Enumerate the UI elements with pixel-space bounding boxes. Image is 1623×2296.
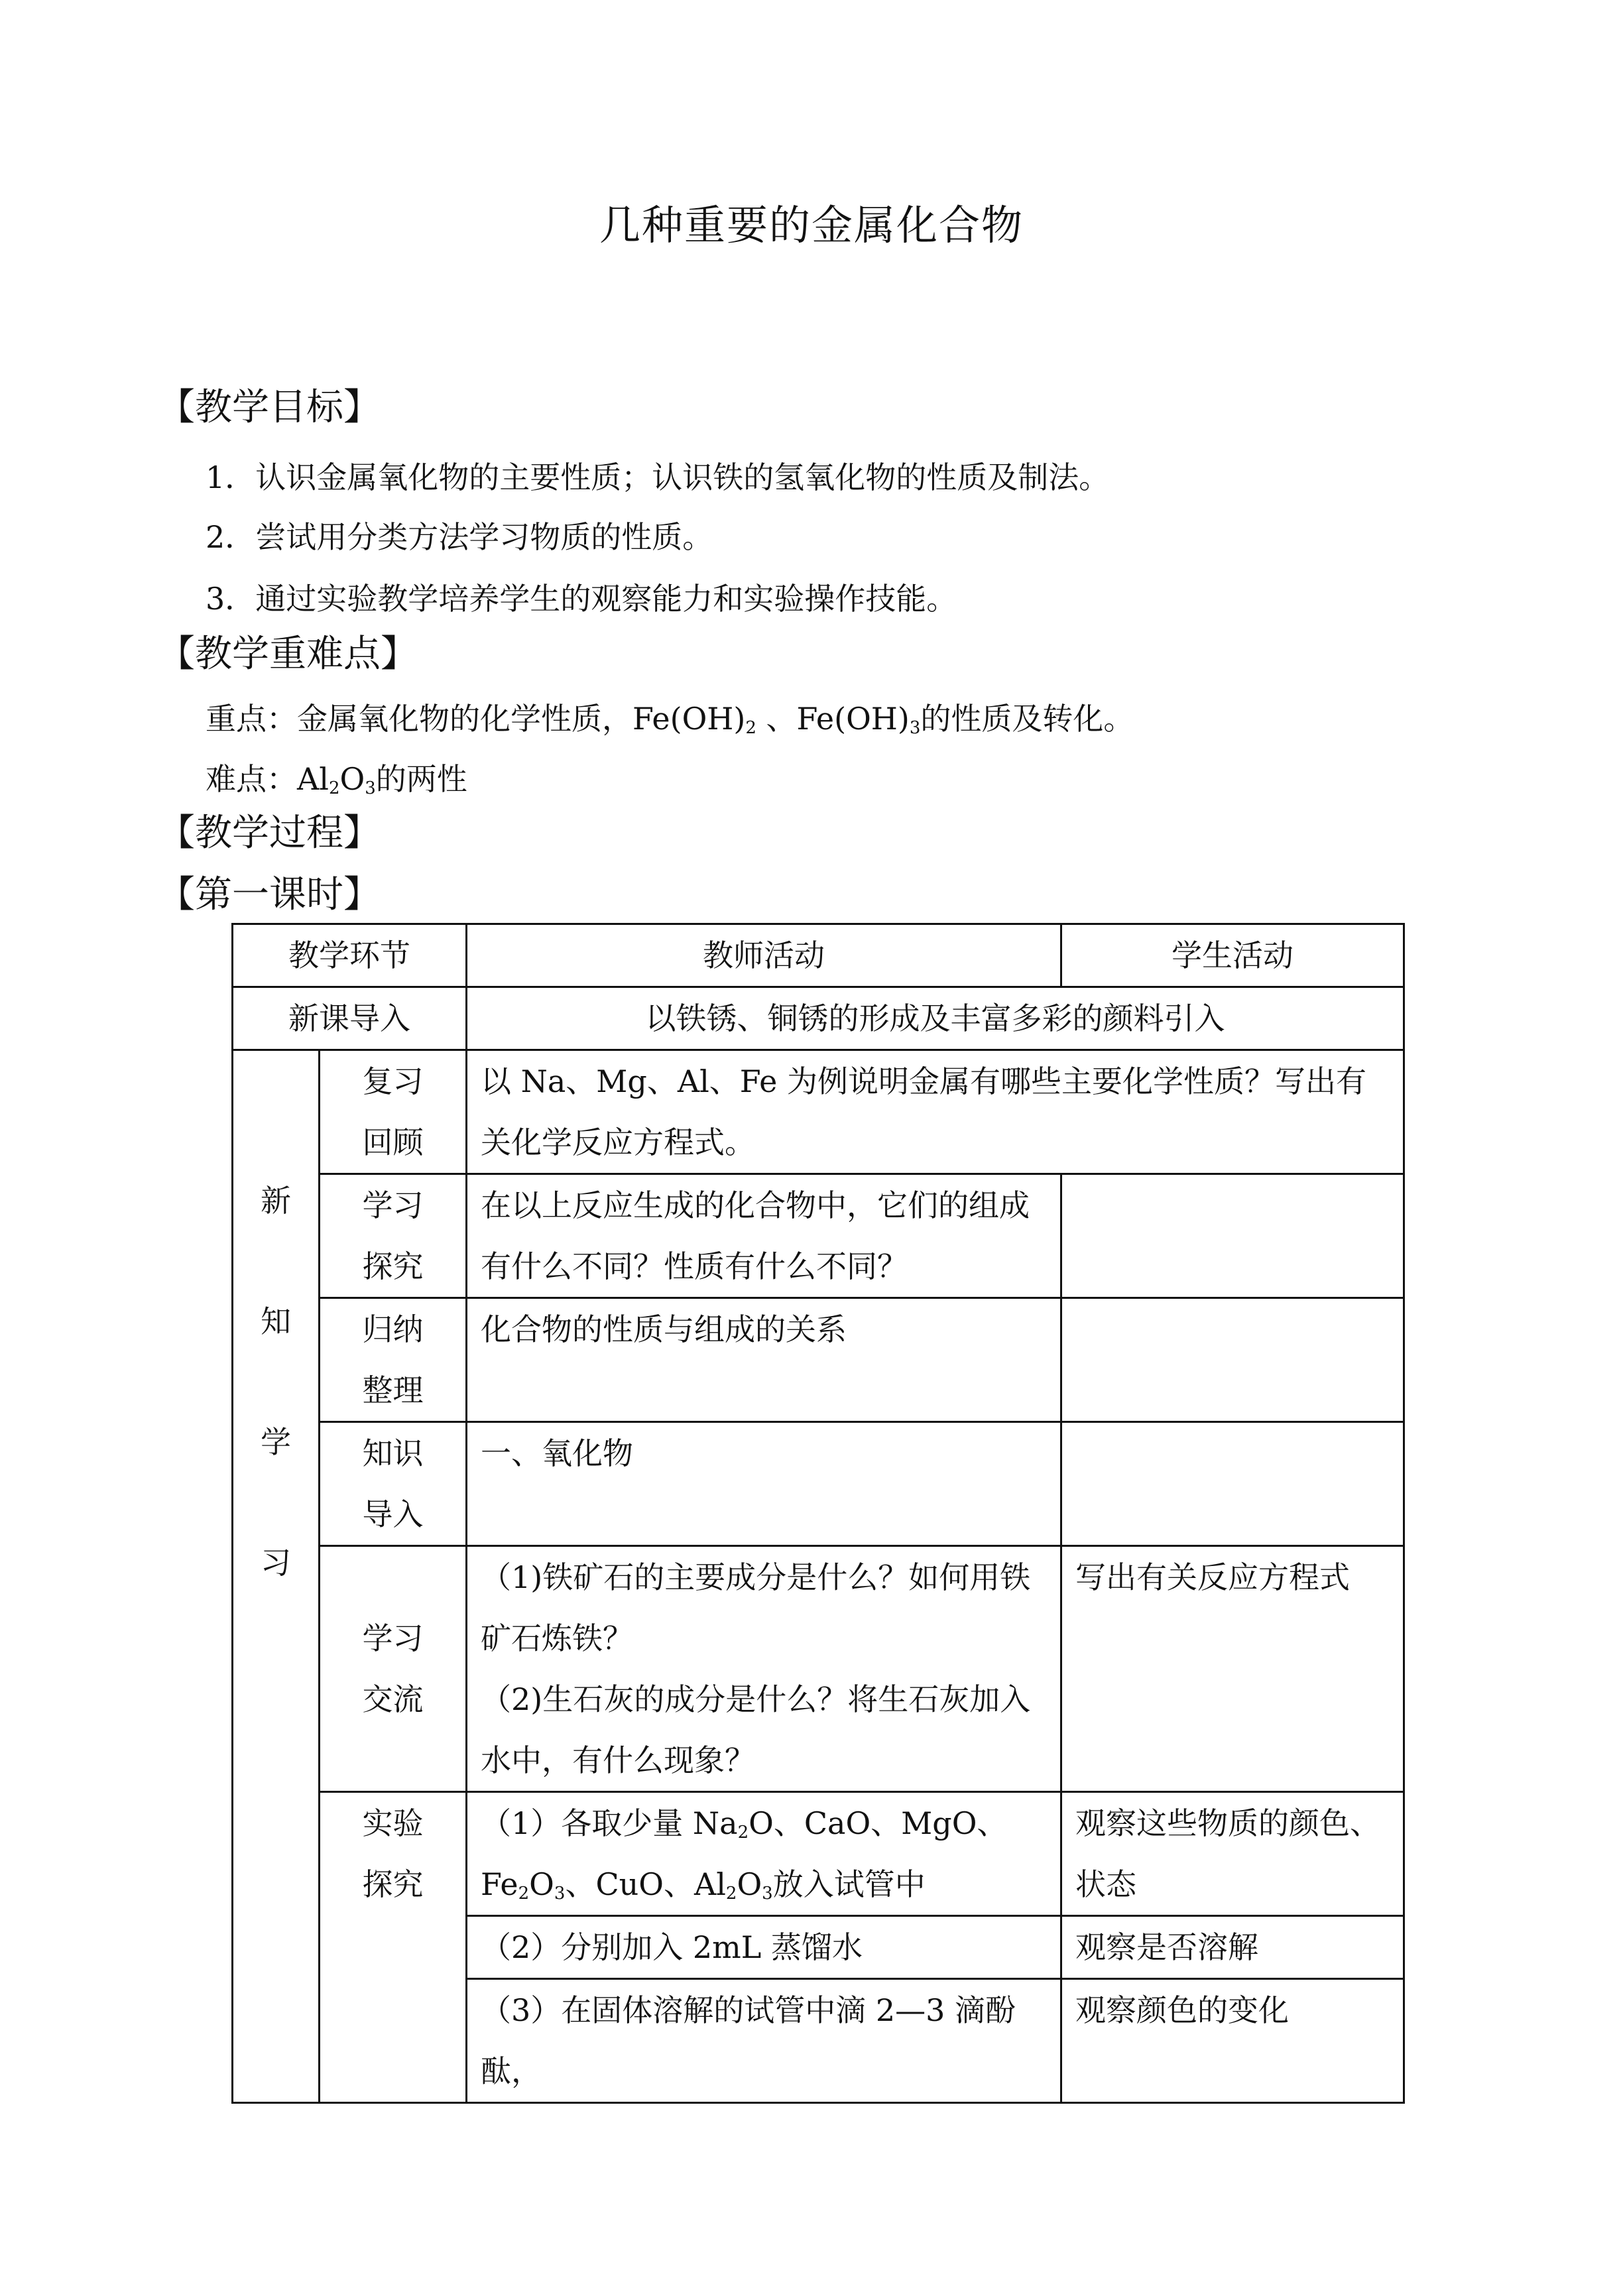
- difficulty-text: Al: [297, 761, 329, 797]
- student-cell: [1061, 1422, 1404, 1546]
- student-cell: [1061, 1174, 1404, 1298]
- keypoints-heading: 【教学重难点】: [158, 633, 418, 676]
- stage-line: 归纳: [362, 1311, 424, 1347]
- student-cell: 写出有关反应方程式: [1061, 1546, 1404, 1792]
- table-row: [233, 1546, 1404, 1792]
- step-text: 放入试管中: [772, 1866, 926, 1902]
- stage-line: 导入: [362, 1496, 424, 1532]
- stage-cell: [320, 1298, 467, 1422]
- student-cell: 观察颜色的变化: [1061, 1979, 1404, 2103]
- teacher-cell: [467, 1792, 1061, 1916]
- stage-line: 整理: [362, 1372, 424, 1408]
- header-student: 学生活动: [1061, 924, 1404, 987]
- table-row: [233, 1422, 1404, 1546]
- stage-line: 探究: [362, 1866, 424, 1902]
- stage-line: 知识: [362, 1435, 424, 1471]
- stage-cell: [320, 1050, 467, 1174]
- stage-line: 学习: [362, 1620, 424, 1656]
- objective-item: 2．尝试用分类方法学习物质的性质。: [206, 519, 713, 555]
- stage-line: 学习: [362, 1187, 424, 1223]
- objective-item: 1．认识金属氧化物的主要性质；认识铁的氢氧化物的性质及制法。: [206, 459, 1110, 495]
- objective-item: 3．通过实验教学培养学生的观察能力和实验操作技能。: [206, 581, 957, 617]
- teacher-cell: 一、氧化物: [467, 1422, 1061, 1546]
- subscript: 2: [737, 1823, 749, 1843]
- stage-cell: [320, 1174, 467, 1298]
- stage-cell: [320, 1422, 467, 1546]
- student-cell: [1061, 1298, 1404, 1422]
- lesson-table: [231, 923, 1405, 2104]
- subscript: 3: [554, 1884, 566, 1903]
- teacher-line: （1)铁矿石的主要成分是什么？如何用铁矿石炼铁？: [481, 1559, 1031, 1656]
- keypoint-line: [206, 699, 1134, 739]
- side-label: [233, 1050, 320, 2103]
- subscript: 2: [745, 718, 756, 738]
- student-cell: 观察是否溶解: [1061, 1916, 1404, 1979]
- difficulty-line: [206, 759, 467, 799]
- stage-cell: [320, 1546, 467, 1792]
- teacher-cell: 以 Na、Mg、Al、Fe 为例说明金属有哪些主要化学性质？写出有关化学反应方程式。: [467, 1050, 1404, 1174]
- lesson-heading: 【第一课时】: [158, 873, 381, 916]
- table-row: [233, 1050, 1404, 1174]
- page-title: 几种重要的金属化合物: [599, 201, 1024, 249]
- side-char: 新: [261, 1183, 291, 1219]
- stage-line: 复习: [362, 1063, 424, 1099]
- stage-line: 交流: [362, 1681, 424, 1717]
- process-heading: 【教学过程】: [158, 812, 381, 855]
- header-stage: 教学环节: [233, 924, 467, 987]
- side-char: 学: [261, 1424, 291, 1460]
- teacher-cell: 在以上反应生成的化合物中，它们的组成有什么不同？性质有什么不同？: [467, 1174, 1061, 1298]
- keypoint-text: 金属氧化物的化学性质，Fe(OH): [297, 701, 746, 737]
- stage-cell: [320, 1792, 467, 2103]
- subscript: 2: [725, 1884, 737, 1903]
- subscript: 3: [762, 1884, 773, 1903]
- student-cell: 观察这些物质的颜色、状态: [1061, 1792, 1404, 1916]
- step-text: 、CuO、Al: [565, 1866, 726, 1902]
- teacher-line: （2)生石灰的成分是什么？将生石灰加入水中，有什么现象？: [481, 1681, 1031, 1778]
- teacher-cell: （2）分别加入 2mL 蒸馏水: [467, 1916, 1061, 1979]
- difficulty-text: O: [339, 761, 365, 797]
- step-text: O、CaO、MgO、Fe: [481, 1805, 1008, 1902]
- keypoint-label: 重点：: [206, 701, 297, 737]
- stage-line: 探究: [362, 1248, 424, 1284]
- keypoint-text: 、Fe(OH): [756, 701, 910, 737]
- subscript: 2: [328, 778, 340, 798]
- subscript: 3: [909, 718, 921, 738]
- side-char: 习: [261, 1545, 291, 1581]
- step-text: （1）各取少量 Na: [481, 1805, 738, 1841]
- table-row: [233, 987, 1404, 1050]
- table-row: [233, 1298, 1404, 1422]
- keypoint-text: 的性质及转化。: [920, 701, 1134, 737]
- stage-line: 实验: [362, 1805, 424, 1841]
- teacher-cell: 化合物的性质与组成的关系: [467, 1298, 1061, 1422]
- stage-cell: 新课导入: [233, 987, 467, 1050]
- header-teacher: 教师活动: [467, 924, 1061, 987]
- subscript: 3: [365, 778, 376, 798]
- difficulty-label: 难点：: [206, 761, 297, 797]
- side-char: 知: [261, 1303, 291, 1339]
- teacher-cell: （3）在固体溶解的试管中滴 2—3 滴酚酞，: [467, 1979, 1061, 2103]
- table-row: [233, 1792, 1404, 1916]
- table-row: [233, 1174, 1404, 1298]
- teacher-cell: [467, 1546, 1061, 1792]
- subscript: 2: [518, 1884, 530, 1903]
- stage-line: 回顾: [362, 1124, 424, 1160]
- objectives-heading: 【教学目标】: [158, 386, 381, 429]
- step-text: O: [529, 1866, 554, 1902]
- step-text: O: [737, 1866, 762, 1902]
- difficulty-text: 的两性: [375, 761, 467, 797]
- table-header-row: [233, 924, 1404, 987]
- teacher-cell: 以铁锈、铜锈的形成及丰富多彩的颜料引入: [467, 987, 1404, 1050]
